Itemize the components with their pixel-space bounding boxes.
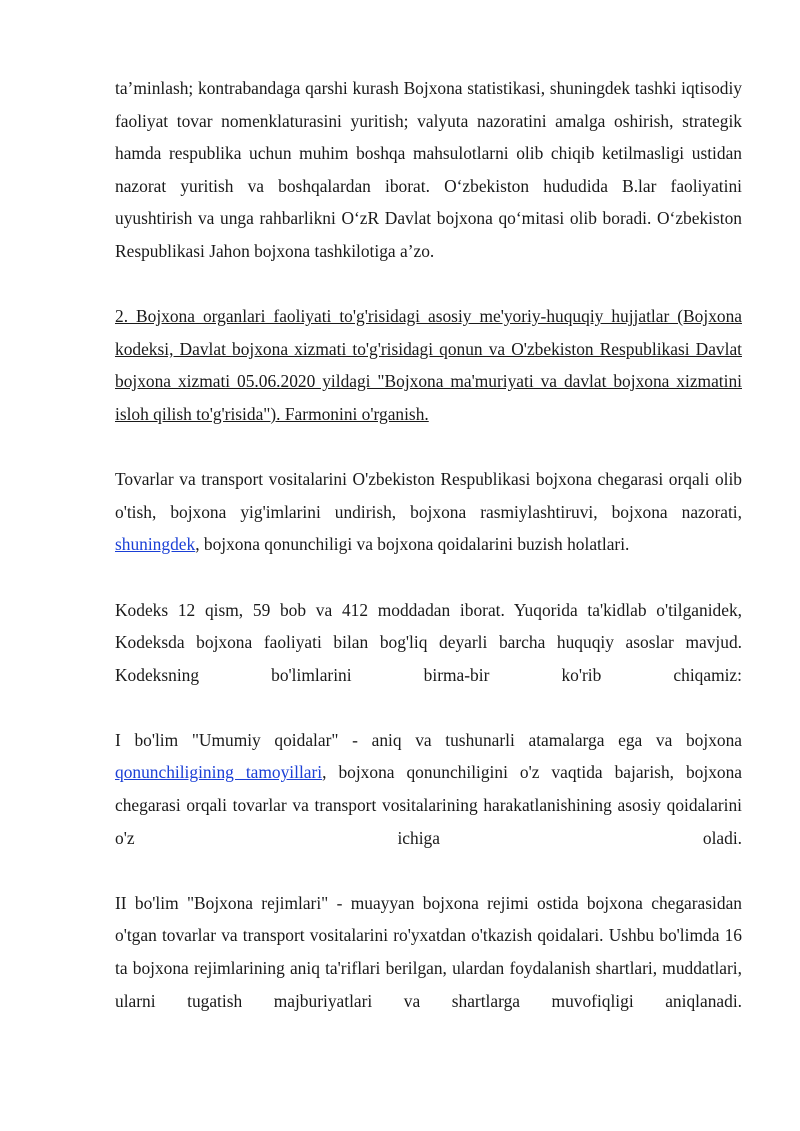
section-heading-legal-documents: 2. Bojxona organlari faoliyati to'g'risidagi asosiy me'yoriy-huquqiy hujjatlar (Bojxona kodeksi, Davlat bojxona xizmati to'g'risidagi qonun va O'zbekiston Respublikasi Davlat bojxona xizmati 05.06.2020 yildagi "Bojxona ma'muriyati va davlat bojxona xizmatini isloh qilish to'g'risida"). Farmonini o'rganish. bbox=[115, 306, 742, 424]
link-shuningdek[interactable]: shuningdek bbox=[115, 534, 196, 555]
paragraph-spacer bbox=[115, 431, 742, 464]
paragraph-code-structure: Kodeks 12 qism, 59 bob va 412 moddadan iborat. Yuqorida ta'kidlab o'tilganidek, Kodeksda bojxona faoliyati bilan bog'liq deyarli barcha huquqiy asoslar mavjud. Kodeksning bo'limlarini birma-bir ko'rib chiqamiz: bbox=[115, 599, 742, 685]
link-legislation-principles[interactable]: qonunchiligining tamoyillari bbox=[115, 762, 323, 783]
paragraph-section-2: II bo'lim "Bojxona rejimlari" - muayyan bojxona rejimi ostida bojxona chegarasidan o'tgan tovarlar va transport vositalarini ro'yxatdan o'tkazish qoidalari. Ushbu bo'limda 16 ta bojxona rejimlarining aniq ta'riflari berilgan, ulardan foydalanish shartlari, muddatlari, ularni tugatish majburiyatlari va shartlarga muvofiqligi aniqlanadi. bbox=[115, 892, 742, 1011]
paragraph-text: I bo'lim "Umumiy qoidalar" - aniq va tushunarli atamalarga ega va bojxona bbox=[115, 729, 742, 750]
paragraph-text: Tovarlar va transport vositalarini O'zbekiston Respublikasi bojxona chegarasi orqali olib o'tish, bojxona yig'imlarini undirish, bojxona rasmiylashtiruvi, bojxona nazorati, bbox=[115, 469, 742, 522]
document-page bbox=[115, 72, 742, 1017]
paragraph-customs-functions: ta’minlash; kontrabandaga qarshi kurash Bojxona statistikasi, shuningdek tashki iqtisodiy faoliyat tovar nomenklaturasini yuritish; valyuta nazoratini amalga oshirish, strategik hamda respublika uchun muhim boshqa mahsulotlarni olib chiqib ketilmasligi ustidan nazorat yuritish va boshqalardan iborat. Oʻzbekiston hududida B.lar faoliyatini uyushtirish va unga rahbarlikni OʻzR Davlat bojxona qoʻmitasi olib boradi. Oʻzbekiston Respublikasi Jahon bojxona tashkilotiga a’zo. bbox=[115, 78, 742, 261]
paragraph-section-1 bbox=[115, 724, 742, 854]
paragraph-spacer bbox=[115, 854, 742, 887]
paragraph-spacer bbox=[115, 691, 742, 724]
paragraph-text: , bojxona qonunchiligini o'z vaqtida bajarish, bojxona chegarasi orqali tovarlar va transport vositalarining harakatlanishining asosiy qoidalarini o'z ichiga oladi. bbox=[115, 762, 743, 848]
paragraph-spacer bbox=[115, 268, 742, 301]
paragraph-spacer bbox=[115, 561, 742, 594]
paragraph-text: , bojxona qonunchiligi va bojxona qoidalarini buzish holatlari. bbox=[195, 534, 630, 555]
paragraph-goods-transport bbox=[115, 463, 742, 561]
